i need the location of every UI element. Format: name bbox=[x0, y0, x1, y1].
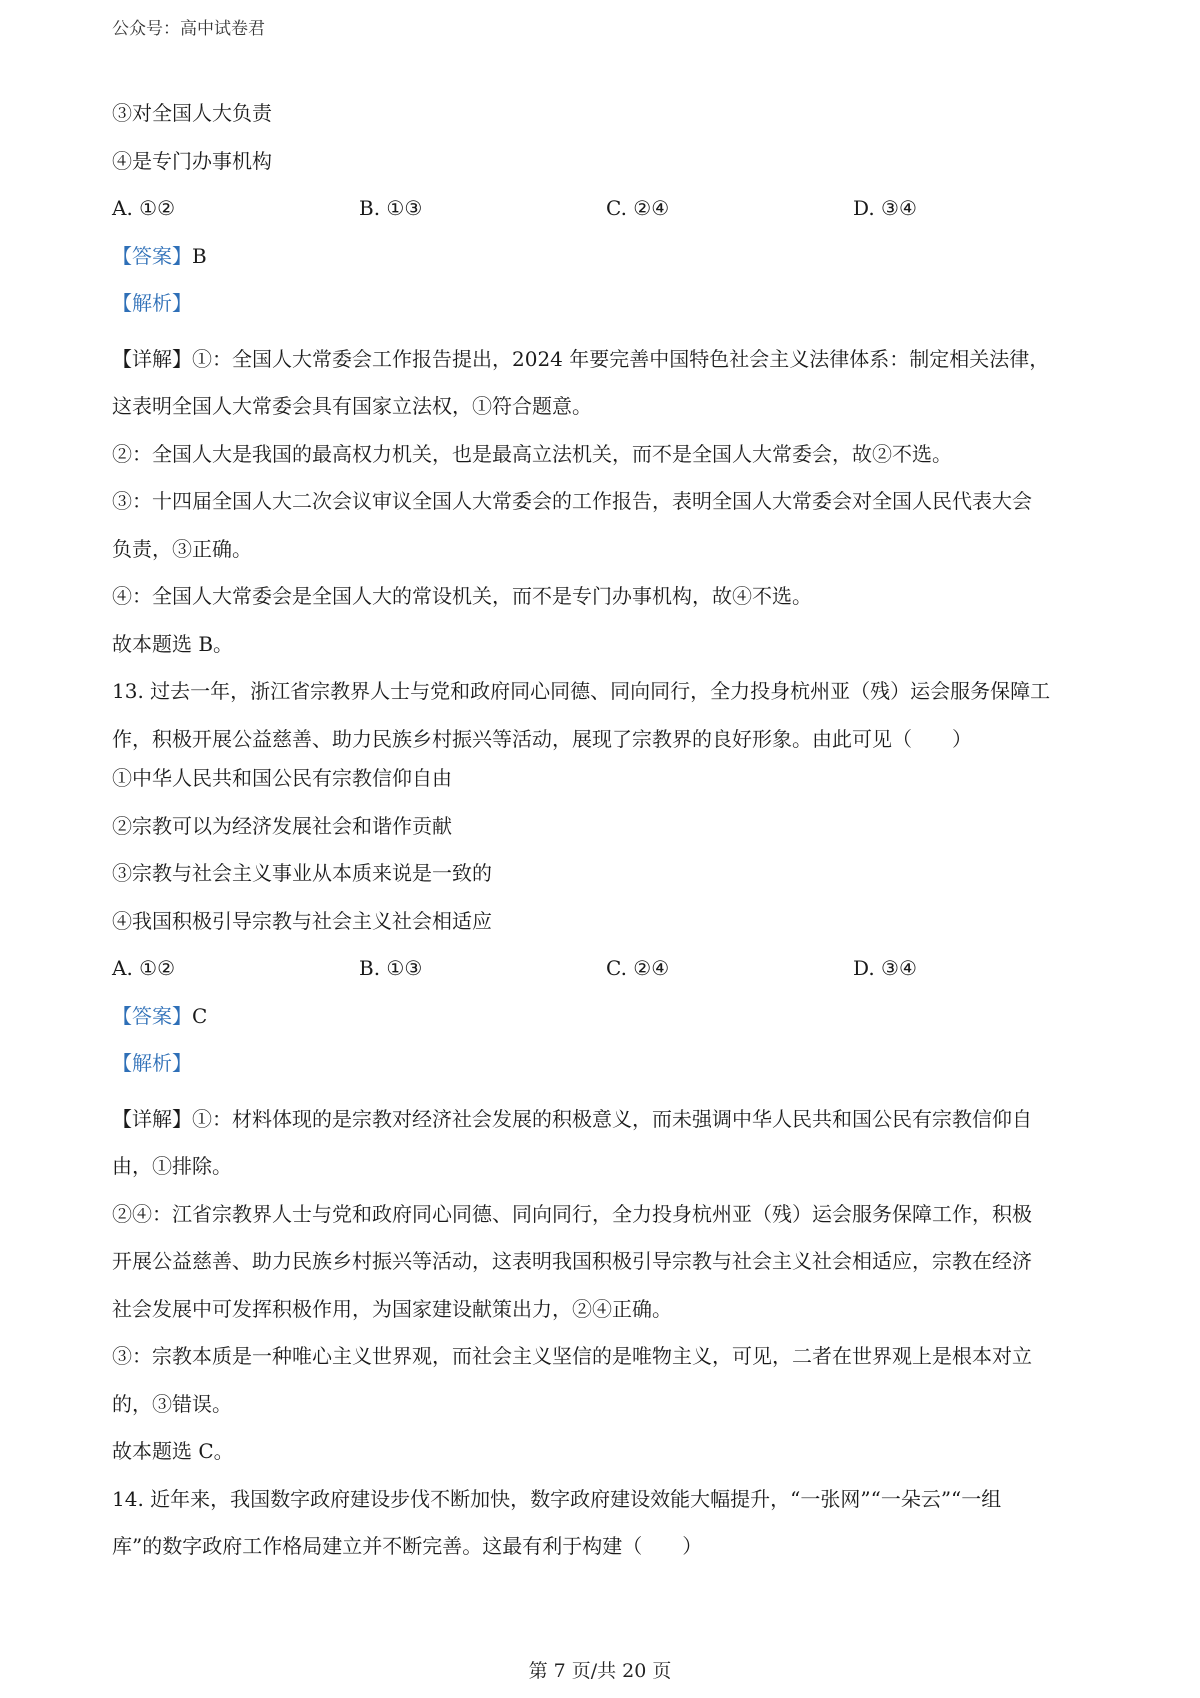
q12-choice-c: C. ②④ bbox=[606, 196, 670, 220]
stem-line: 库”的数字政府工作格局建立并不断完善。这最有利于构建（ ） bbox=[112, 1534, 703, 1558]
detail-line: 社会发展中可发挥积极作用，为国家建设献策出力，②④正确。 bbox=[112, 1296, 672, 1321]
stem-line: 14. 近年来，我国数字政府建设步伐不断加快，数字政府建设效能大幅提升，“一张网”“一朵云”“一组 bbox=[112, 1486, 1002, 1511]
detail-line: 开展公益慈善、助力民族乡村振兴等活动，这表明我国积极引导宗教与社会主义社会相适应，宗教在经济 bbox=[112, 1249, 1032, 1273]
detail-line bbox=[112, 1096, 1102, 1144]
q13-option-3: ③宗教与社会主义事业从本质来说是一致的 bbox=[112, 861, 492, 885]
q12-choice-b: B. ①③ bbox=[359, 196, 423, 220]
q12-choice-d: D. ③④ bbox=[853, 196, 917, 220]
q13-option-1: ①中华人民共和国公民有宗教信仰自由 bbox=[112, 766, 452, 790]
q13-option-4: ④我国积极引导宗教与社会主义社会相适应 bbox=[112, 908, 492, 933]
stem-line: 13. 过去一年，浙江省宗教界人士与党和政府同心同德、同向同行，全力投身杭州亚（残）运会服务保障工 bbox=[112, 679, 1051, 703]
detail-line: 的，③错误。 bbox=[112, 1391, 232, 1416]
q13-choice-c: C. ②④ bbox=[606, 956, 670, 980]
detail-line: ②：全国人大是我国的最高权力机关，也是最高立法机关，而不是全国人大常委会，故②不选。 bbox=[112, 441, 952, 466]
detail-text: ①：材料体现的是宗教对经济社会发展的积极意义，而未强调中华人民共和国公民有宗教信仰自 bbox=[192, 1106, 1032, 1131]
q12-option-3: ③对全国人大负责 bbox=[112, 101, 272, 125]
detail-line: ③：十四届全国人大二次会议审议全国人大常委会的工作报告，表明全国人大常委会对全国人民代表大会 bbox=[112, 489, 1032, 513]
q13-answer bbox=[112, 1001, 1102, 1031]
stem-line: 作，积极开展公益慈善、助力民族乡村振兴等活动，展现了宗教界的良好形象。由此可见（ ） bbox=[112, 726, 972, 751]
detail-line: 这表明全国人大常委会具有国家立法权，①符合题意。 bbox=[112, 394, 592, 418]
q13-choice-a: A. ①② bbox=[112, 956, 176, 980]
q12-choice-a: A. ①② bbox=[112, 196, 176, 220]
q13-stem bbox=[112, 668, 1102, 763]
page-number: 第 7 页/共 20 页 bbox=[528, 1660, 672, 1682]
detail-line bbox=[112, 336, 1102, 384]
answer-tag: 【答案】 bbox=[112, 243, 192, 268]
q13-choice-b: B. ①③ bbox=[359, 956, 423, 980]
q13-option-2: ②宗教可以为经济发展社会和谐作贡献 bbox=[112, 813, 452, 838]
detail-tag: 【详解】 bbox=[112, 1106, 192, 1131]
q13-detail bbox=[112, 1096, 1102, 1476]
document-body bbox=[112, 98, 1102, 1571]
detail-line: ③：宗教本质是一种唯心主义世界观，而社会主义坚信的是唯物主义，可见，二者在世界观上是根本对立 bbox=[112, 1344, 1032, 1368]
detail-line: 故本题选 B。 bbox=[112, 631, 234, 656]
q12-answer bbox=[112, 241, 1102, 271]
q12-detail bbox=[112, 336, 1102, 669]
detail-tag: 【详解】 bbox=[112, 346, 192, 371]
detail-line: ④：全国人大常委会是全国人大的常设机关，而不是专门办事机构，故④不选。 bbox=[112, 584, 812, 608]
q12-analysis bbox=[112, 288, 1102, 318]
analysis-tag: 【解析】 bbox=[112, 1051, 192, 1075]
analysis-tag: 【解析】 bbox=[112, 291, 192, 315]
detail-line: ②④：江省宗教界人士与党和政府同心同德、同向同行，全力投身杭州亚（残）运会服务保障工作，积极 bbox=[112, 1201, 1032, 1226]
q12-option-4: ④是专门办事机构 bbox=[112, 148, 272, 173]
answer-tag: 【答案】 bbox=[112, 1003, 192, 1028]
detail-line: 故本题选 C。 bbox=[112, 1439, 234, 1463]
answer-value: B bbox=[192, 243, 207, 268]
answer-value: C bbox=[192, 1003, 208, 1028]
q13-choice-d: D. ③④ bbox=[853, 956, 917, 980]
detail-line: 由，①排除。 bbox=[112, 1154, 232, 1178]
q12-choices bbox=[112, 193, 1102, 223]
detail-text: ①：全国人大常委会工作报告提出，2024 年要完善中国特色社会主义法律体系：制定相关法律， bbox=[192, 346, 1050, 371]
detail-line: 负责，③正确。 bbox=[112, 536, 252, 561]
page-header: 公众号：高中试卷君 bbox=[112, 19, 265, 39]
q13-choices bbox=[112, 953, 1102, 983]
q13-analysis bbox=[112, 1048, 1102, 1078]
q14-stem bbox=[112, 1476, 1102, 1571]
